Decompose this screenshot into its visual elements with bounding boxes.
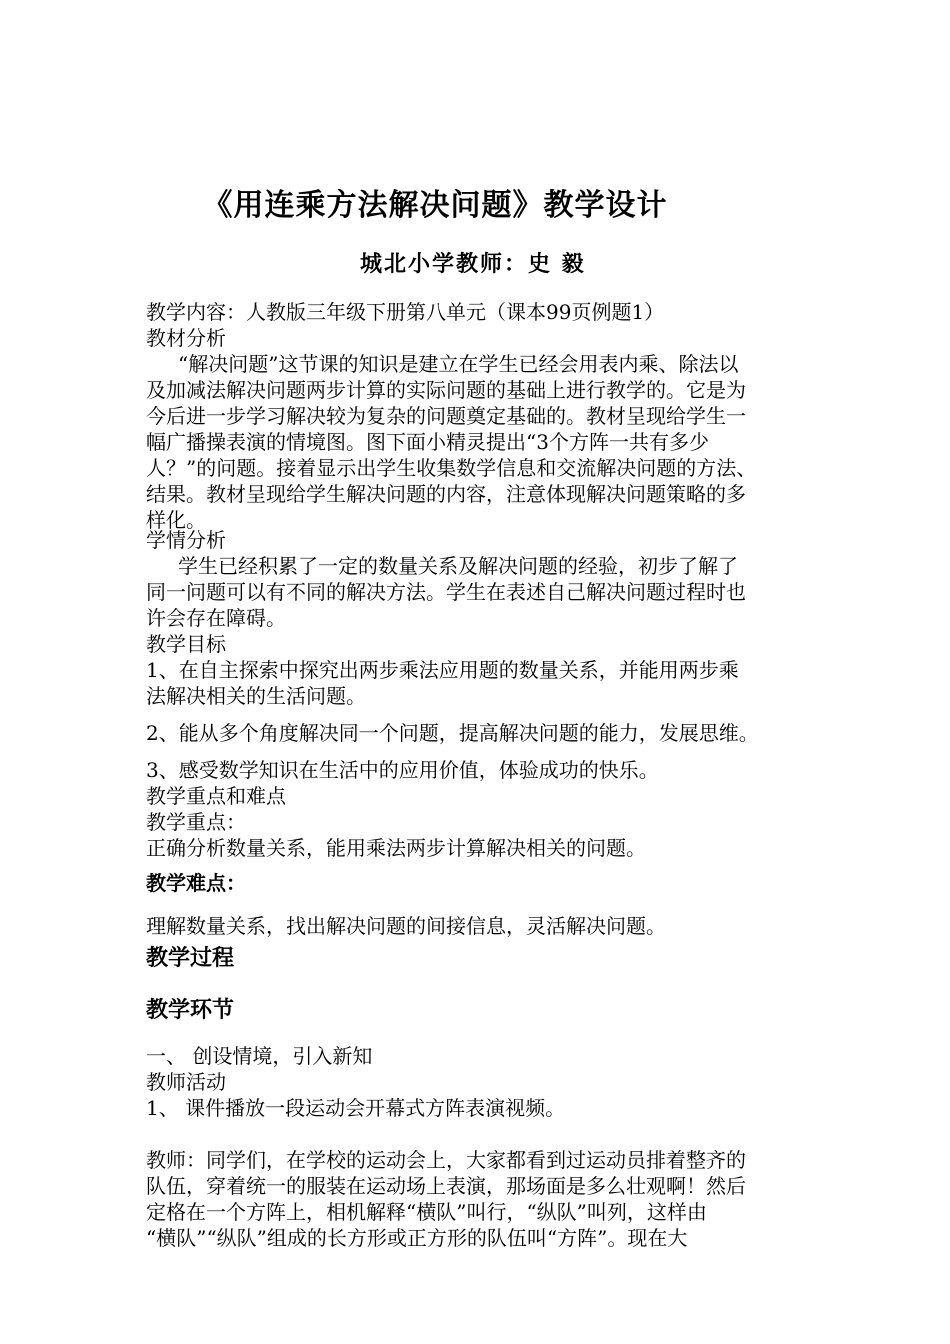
- student-line: 学生已经积累了一定的数量关系及解决问题的经验，初步了解了: [178, 554, 738, 578]
- section-one: 一、 创设情境，引入新知: [146, 1044, 373, 1068]
- activity-1: 1、 课件播放一段运动会开幕式方阵表演视频。: [146, 1096, 566, 1120]
- material-line: 样化。: [146, 508, 206, 532]
- material-line: “解决问题”这节课的知识是建立在学生已经会用表内乘、除法以: [178, 352, 739, 376]
- content-line: 教学内容：人教版三年级下册第八单元（课本99页例题1）: [146, 300, 665, 324]
- document-title: 《用连乘方法解决问题》教学设计: [202, 188, 668, 223]
- student-line: 同一问题可以有不同的解决方法。学生在表述自己解决问题过程时也: [146, 580, 746, 604]
- process-heading: 教学过程: [146, 945, 235, 971]
- goal-3: 3、感受数学知识在生活中的应用价值，体验成功的快乐。: [146, 758, 659, 782]
- difficult-heading: 教学难点：: [146, 871, 246, 895]
- teacher-line: 定格在一个方阵上，相机解释“横队”叫行，“纵队”叫列，这样由: [146, 1200, 707, 1224]
- student-line: 许会存在障碍。: [146, 606, 286, 630]
- material-line: 幅广播操表演的情境图。图下面小精灵提出“3个方阵一共有多少: [146, 430, 709, 454]
- teacher-line: 教师：同学们，在学校的运动会上，大家都看到过运动员排着整齐的: [146, 1148, 746, 1172]
- difficult-text: 理解数量关系，找出解决问题的间接信息，灵活解决问题。: [146, 914, 666, 938]
- material-line: 人？”的问题。接着显示出学生收集数学信息和交流解决问题的方法、: [146, 456, 757, 480]
- material-line: 及加减法解决问题两步计算的实际问题的基础上进行教学的。它是为: [146, 378, 746, 402]
- key-text: 正确分析数量关系，能用乘法两步计算解决相关的问题。: [146, 836, 646, 860]
- goal-2: 2、能从多个角度解决同一个问题，提高解决问题的能力，发展思维。: [146, 721, 759, 745]
- goal-1-line: 1、在自主探索中探究出两步乘法应用题的数量关系，并能用两步乘: [146, 658, 739, 682]
- author-line: 城北小学教师：史 毅: [360, 251, 586, 277]
- goals-heading: 教学目标: [146, 632, 226, 656]
- student-heading: 学情分析: [146, 528, 226, 552]
- teacher-line: “横队”“纵队”组成的长方形或正方形的队伍叫“方阵”。现在大: [146, 1226, 688, 1250]
- teacher-line: 队伍，穿着统一的服装在运动场上表演，那场面是多么壮观啊！然后: [146, 1174, 746, 1198]
- teacher-activity: 教师活动: [146, 1070, 226, 1094]
- goal-1-line: 法解决相关的生活问题。: [146, 684, 366, 708]
- key-difficult-heading: 教学重点和难点: [146, 784, 286, 808]
- material-line: 今后进一步学习解决较为复杂的问题奠定基础的。教材呈现给学生一: [146, 404, 746, 428]
- material-line: 结果。教材呈现给学生解决问题的内容，注意体现解决问题策略的多: [146, 482, 746, 506]
- stage-heading: 教学环节: [146, 997, 235, 1023]
- key-heading: 教学重点：: [146, 810, 246, 834]
- material-heading: 教材分析: [146, 326, 226, 350]
